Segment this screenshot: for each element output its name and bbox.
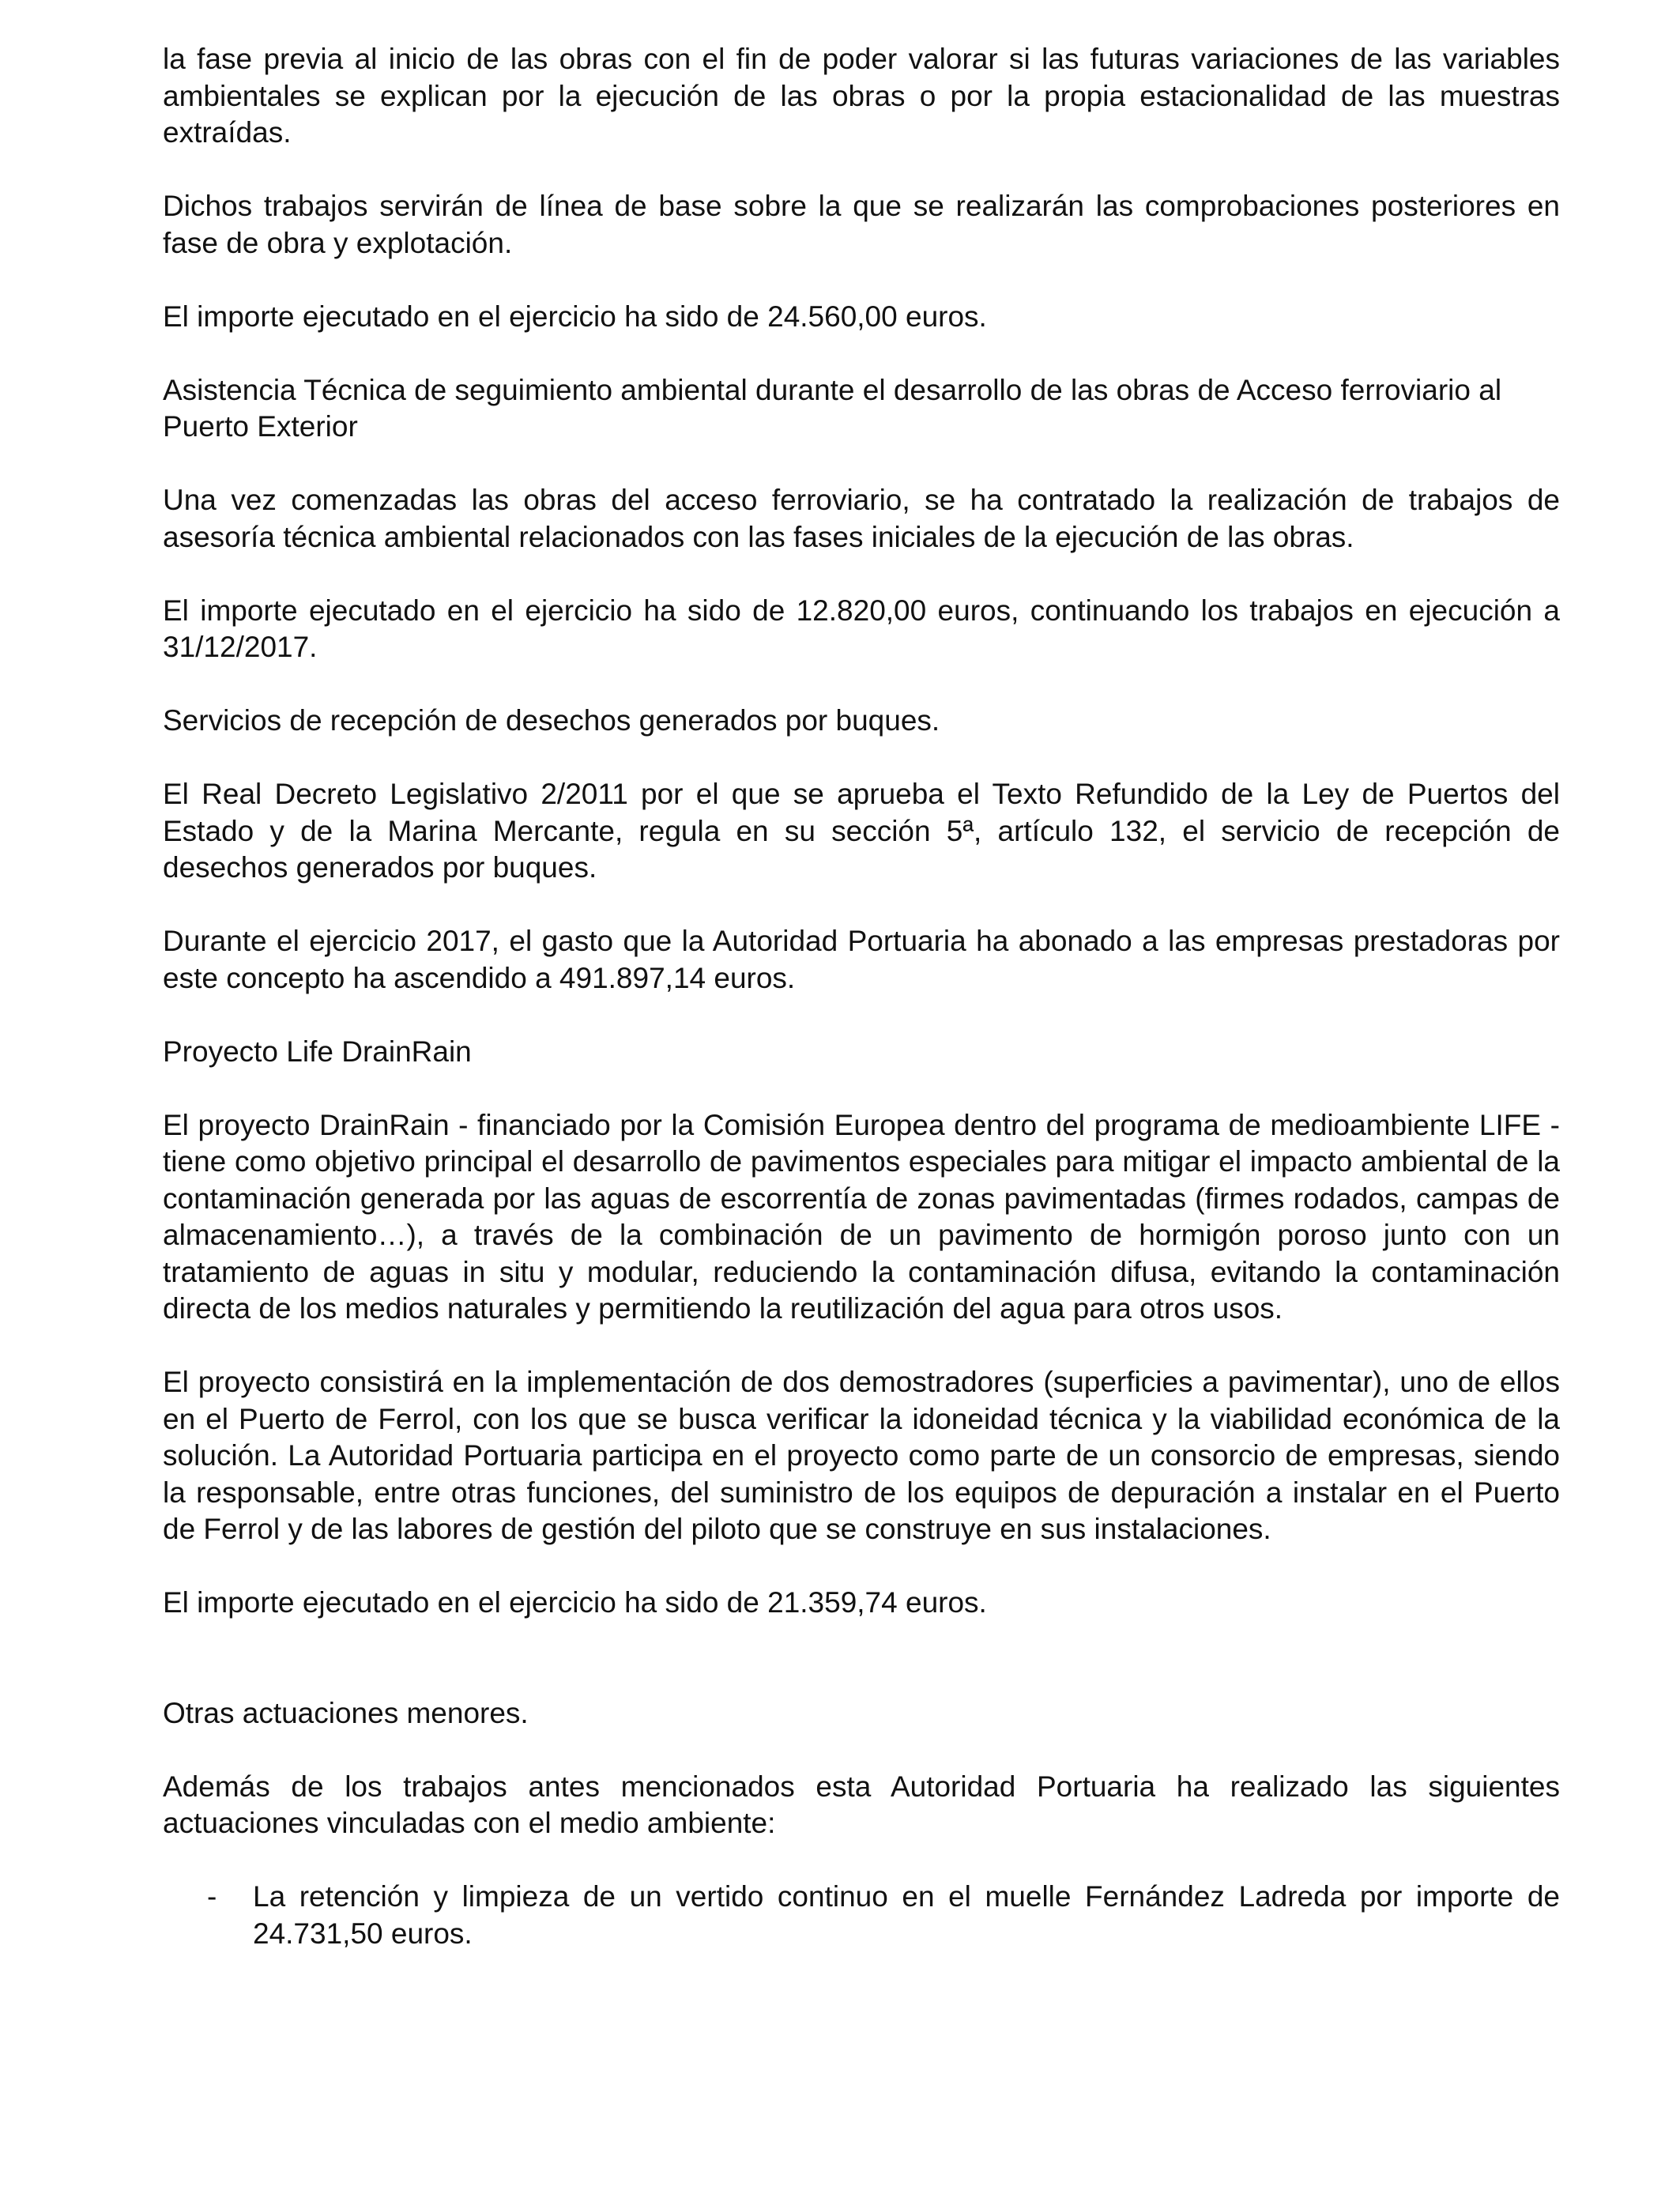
paragraph-amount-desechos: Durante el ejercicio 2017, el gasto que la Autoridad Portuaria ha abonado a las empresas prestadoras por este concepto ha ascendido a 491.897,14 euros. (163, 925, 1560, 994)
paragraph-amount-asistencia: El importe ejecutado en el ejercicio ha sido de 12.820,00 euros, continuando los trabajos en ejecución a 31/12/2017. (163, 594, 1560, 663)
heading-asistencia-tecnica: Asistencia Técnica de seguimiento ambiental durante el desarrollo de las obras de Acceso ferroviario al Puerto Exterior (163, 373, 1502, 443)
paragraph-amount-drainrain: El importe ejecutado en el ejercicio ha sido de 21.359,74 euros. (163, 1586, 987, 1619)
paragraph-line-base-intro: la fase previa al inicio de las obras con el fin de poder valorar si las futuras variaciones de las variables ambientales se explican por la ejecución de las obras o por la propia estacionalidad de las muestras extraídas. (163, 43, 1560, 149)
bullet-text: La retención y limpieza de un vertido continuo en el muelle Fernández Ladreda por importe de 24.731,50 euros. (253, 1880, 1560, 1950)
paragraph-otras-intro: Además de los trabajos antes mencionados esta Autoridad Portuaria ha realizado las siguientes actuaciones vinculadas con el medio ambiente: (163, 1770, 1560, 1839)
paragraph-drainrain-demonstrators: El proyecto consistirá en la implementación de dos demostradores (superficies a pavimentar), uno de ellos en el Puerto de Ferrol, con los que se busca verificar la idoneidad técnica y la viabilidad económica de la solución. La Autoridad Portuaria participa en el proyecto como parte de un consorcio de empresas, siendo la responsable, entre otras funciones, del suministro de los equipos de depuración a instalar en el Puerto de Ferrol y de las labores de gestión del piloto que se construye en sus instalaciones. (163, 1366, 1560, 1545)
document-page (163, 41, 1560, 1952)
heading-otras-actuaciones: Otras actuaciones menores. (163, 1696, 529, 1729)
list-item (163, 1879, 1560, 1952)
paragraph-drainrain-objective: El proyecto DrainRain - financiado por la Comisión Europea dentro del programa de medioambiente LIFE - tiene como objetivo principal el desarrollo de pavimentos especiales para mitigar el impacto ambiental de la contaminación generada por las aguas de escorrentía de zonas pavimentadas (firmes rodados, campas de almacenamiento…), a través de la combinación de un pavimento de hormigón poroso junto con un tratamiento de aguas in situ y modular, reduciendo la contaminación difusa, evitando la contaminación directa de los medios naturales y permitiendo la reutilización del agua para otros usos. (163, 1108, 1560, 1325)
bullet-marker: - (207, 1880, 217, 1913)
heading-drainrain: Proyecto Life DrainRain (163, 1035, 472, 1068)
heading-recepcion-desechos: Servicios de recepción de desechos generados por buques. (163, 704, 940, 737)
paragraph-line-base-purpose: Dichos trabajos servirán de línea de base sobre la que se realizarán las comprobaciones posteriores en fase de obra y explotación. (163, 190, 1560, 259)
paragraph-amount-line-base: El importe ejecutado en el ejercicio ha sido de 24.560,00 euros. (163, 300, 987, 333)
paragraph-asistencia-description: Una vez comenzadas las obras del acceso ferroviario, se ha contratado la realización de trabajos de asesoría técnica ambiental relacionados con las fases iniciales de la ejecución de las obras. (163, 484, 1560, 553)
paragraph-real-decreto: El Real Decreto Legislativo 2/2011 por el que se aprueba el Texto Refundido de la Ley de Puertos del Estado y de la Marina Mercante, regula en su sección 5ª, artículo 132, el servicio de recepción de desechos generados por buques. (163, 778, 1560, 884)
